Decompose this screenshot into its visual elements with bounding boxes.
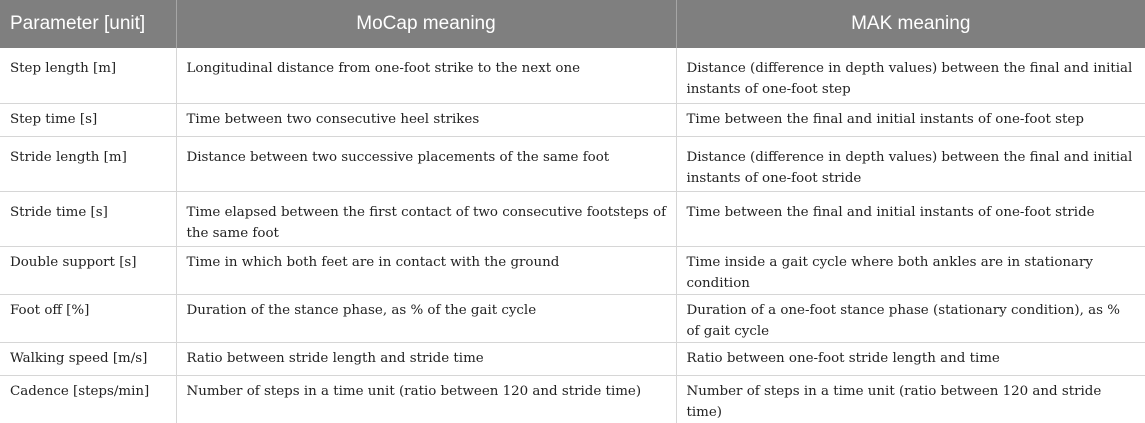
cell-parameter: Double support [s] bbox=[0, 246, 176, 294]
header-mak-meaning: MAK meaning bbox=[676, 0, 1145, 48]
cell-parameter: Cadence [steps/min] bbox=[10, 383, 150, 399]
cell-mocap: Time in which both feet are in contact with the ground bbox=[176, 246, 676, 294]
cell-mak: Time between the final and initial instants of one-foot step bbox=[676, 103, 1145, 136]
cell-mocap: Ratio between stride length and stride time bbox=[176, 342, 676, 375]
cell-mocap: Time elapsed between the first contact of two consecutive footsteps of the same foot bbox=[176, 191, 676, 246]
table-row bbox=[0, 375, 1145, 423]
cell-mocap: Time between two consecutive heel strikes bbox=[176, 103, 676, 136]
table-row bbox=[0, 342, 1145, 375]
cell-parameter: Step time [s] bbox=[0, 103, 176, 136]
table-row bbox=[0, 191, 1145, 246]
cell-parameter: Step length [m] bbox=[0, 48, 176, 103]
cell-mak: Duration of a one-foot stance phase (stationary condition), as % of gait cycle bbox=[676, 294, 1145, 342]
header-mocap-meaning: MoCap meaning bbox=[176, 0, 676, 48]
cell-parameter: Foot off [%] bbox=[0, 294, 176, 342]
cell-mak: Number of steps in a time unit (ratio between 120 and stride time) bbox=[676, 375, 1145, 423]
cell-mak: Distance (difference in depth values) between the final and initial instants of one-foot step bbox=[676, 48, 1145, 103]
cell-mocap: Number of steps in a time unit (ratio between 120 and stride time) bbox=[176, 375, 676, 423]
cell-mak: Time between the final and initial instants of one-foot stride bbox=[676, 191, 1145, 246]
table-header-row bbox=[0, 0, 1145, 48]
cell-mocap: Duration of the stance phase, as % of the gait cycle bbox=[176, 294, 676, 342]
cell-parameter: Walking speed [m/s] bbox=[0, 342, 176, 375]
cell-mocap: Longitudinal distance from one-foot strike to the next one bbox=[176, 48, 676, 103]
cell-parameter: Stride time [s] bbox=[0, 191, 176, 246]
table-row bbox=[0, 294, 1145, 342]
cell-mocap: Distance between two successive placements of the same foot bbox=[176, 136, 676, 191]
table-row bbox=[0, 246, 1145, 294]
cell-mak: Ratio between one-foot stride length and time bbox=[676, 342, 1145, 375]
cell-mak: Time inside a gait cycle where both ankles are in stationary condition bbox=[676, 246, 1145, 294]
table-row bbox=[0, 136, 1145, 191]
table-row bbox=[0, 48, 1145, 103]
cell-parameter: Stride length [m] bbox=[0, 136, 176, 191]
cell-mak: Distance (difference in depth values) between the final and initial instants of one-foot stride bbox=[676, 136, 1145, 191]
table-row bbox=[0, 103, 1145, 136]
header-parameter: Parameter [unit] bbox=[10, 13, 146, 34]
